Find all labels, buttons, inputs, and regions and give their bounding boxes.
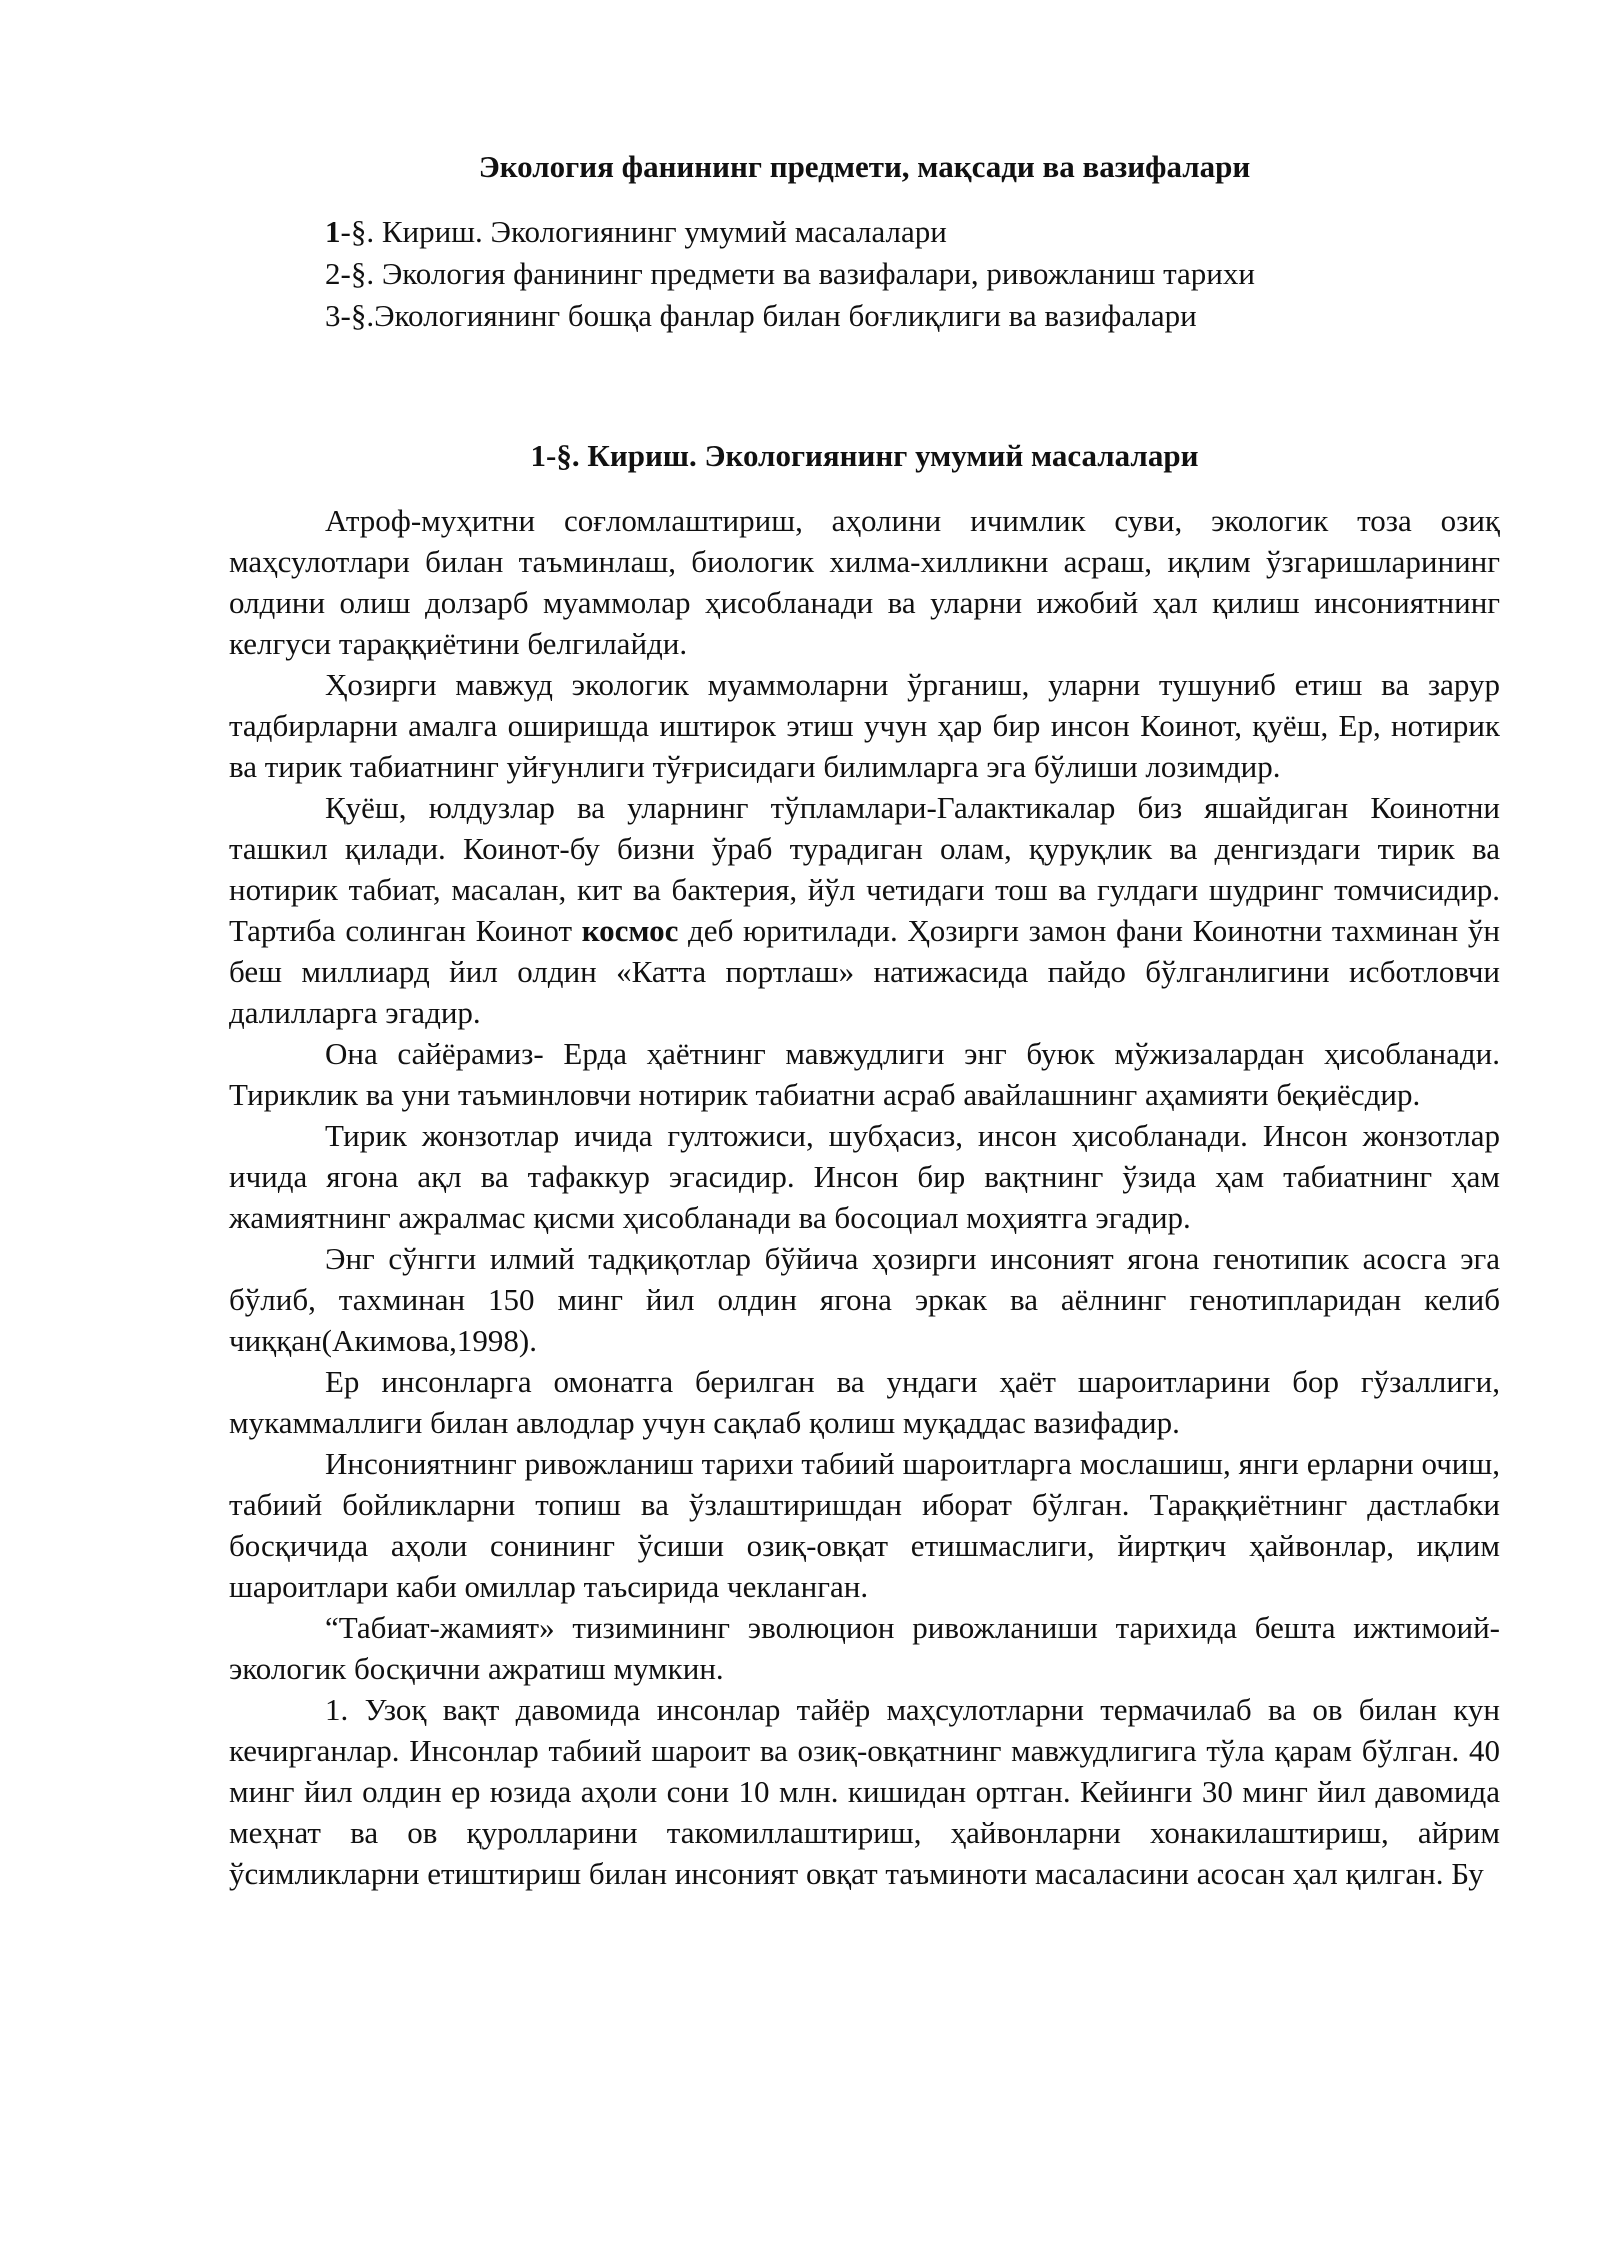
toc-item [325,253,1500,295]
toc-item [325,211,1500,253]
paragraph: “Табиат-жамият» тизимининг эволюцион ривожланиши тарихида бешта ижтимоий-экологик босқични ажратиш мумкин. [229,1610,1500,1687]
paragraph-text: Қуёш, юлдузлар ва уларнинг тўпламлари-Галактикалар биз яшайдиган Коинотни ташкил қилади. Коинот-бу бизни ўраб турадиган олам, қуруқлик ва денгиздаги тирик ва нотирик табиат, масалан, кит ва бактерия, йўл четидаги тош ва гулдаги шудринг томчисидир. Тартиба солинган Коинот [229,790,1500,949]
paragraph: 1. Узоқ вақт давомида инсонлар тайёр маҳсулотларни термачилаб ва ов билан кун кечирганлар. Инсонлар табиий шароит ва озиқ-овқатнинг мавжудлигига тўла қарам бўлган. 40 минг йил олдин ер юзида аҳоли сони 10 млн. кишидан ортган. Кейинги 30 минг йил давомида меҳнат ва ов қуролларини такомиллаштириш, ҳайвонларни хонакилаштириш, айрим ўсимликларни етиштириш билан инсоният овқат таъминоти масаласини асосан ҳал қилган. Бу [229,1692,1500,1892]
paragraph: Она сайёрамиз- Ерда ҳаётнинг мавжудлиги энг буюк мўжизалардан ҳисобланади. Тириклик ва уни таъминловчи нотирик табиатни асраб авайлашнинг аҳамияти беқиёсдир. [229,1036,1500,1113]
paragraph-text: деб юритилади. Ҳозирги замон фани Коинотни тахминан ўн беш миллиард йил олдин «Катта портлаш» натижасида пайдо бўлганлигини исботловчи далилларга эгадир. [229,913,1500,1031]
toc-item-text: 3-§.Экологиянинг бошқа фанлар билан боғлиқлиги ва вазифалари [325,298,1197,334]
paragraph: Тирик жонзотлар ичида гултожиси, шубҳасиз, инсон ҳисобланади. Инсон жонзотлар ичида ягона ақл ва тафаккур эгасидир. Инсон бир вақтнинг ўзида ҳам табиатнинг ҳам жамиятнинг ажралмас қисми ҳисобланади ва босоциал моҳиятга эгадир. [229,1118,1500,1236]
body-text [229,500,1500,1894]
toc-item-text: 2-§. Экология фанининг предмети ва вазифалари, ривожланиш тарихи [325,256,1255,292]
paragraph: Ҳозирги мавжуд экологик муаммоларни ўрганиш, уларни тушуниб етиш ва зарур тадбирларни амалга оширишда иштирок этиш учун ҳар бир инсон Коинот, қуёш, Ер, нотирик ва тирик табиатнинг уйғунлиги тўғрисидаги билимларга эга бўлиши лозимдир. [229,667,1500,785]
toc-item-number: 1 [325,214,341,250]
paragraph [229,787,1500,1033]
paragraph: Инсониятнинг ривожланиш тарихи табиий шароитларга мослашиш, янги ерларни очиш, табиий бойликларни топиш ва ўзлаштиришдан иборат бўлган. Тараққиётнинг дастлабки босқичида аҳоли сонининг ўсиши озиқ-овқат етишмаслиги, йиртқич ҳайвонлар, иқлим шароитлари каби омиллар таъсирида чекланган. [229,1446,1500,1605]
paragraph: Атроф-муҳитни соғломлаштириш, аҳолини ичимлик суви, экологик тоза озиқ маҳсулотлари билан таъминлаш, биологик хилма-хилликни асраш, иқлим ўзгаришларининг олдини олиш долзарб муаммолар ҳисобланади ва уларни ижобий ҳал қилиш инсониятнинг келгуси тараққиётини белгилайди. [229,503,1500,662]
toc-item [325,295,1500,337]
section-title: 1-§. Кириш. Экологиянинг умумий масалалари [530,438,1199,474]
table-of-contents [325,211,1500,337]
paragraph: Ер инсонларга омонатга берилган ва ундаги ҳаёт шароитларини бор гўзаллиги, мукаммаллиги билан авлодлар учун сақлаб қолиш муқаддас вазифадир. [229,1364,1500,1441]
toc-item-text: -§. Кириш. Экологиянинг умумий масалалари [340,214,947,250]
document-title: Экология фанининг предмети, мақсади ва вазифалари [478,149,1251,184]
paragraph: Энг сўнгги илмий тадқиқотлар бўйича ҳозирги инсоният ягона генотипик асосга эга бўлиб, тахминан 150 минг йил олдин ягона эркак ва аёлнинг генотипларидан келиб чиққан(Акимова,1998). [229,1241,1500,1359]
bold-term: космос [581,913,679,949]
